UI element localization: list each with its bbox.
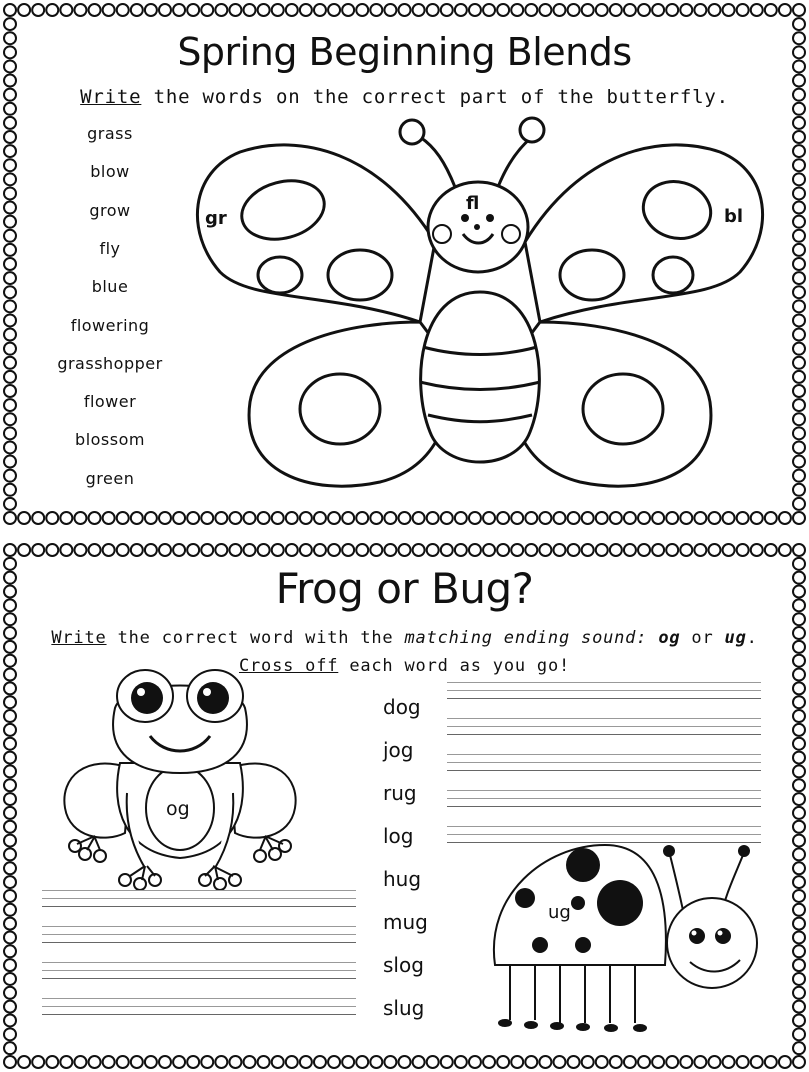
instruction-text — [0, 86, 809, 108]
writing-line — [447, 690, 761, 698]
line-spacer — [42, 914, 356, 926]
writing-line — [447, 762, 761, 770]
instruction-rest: the words on the correct part of the butterfly. — [141, 86, 729, 108]
instruction-or: or — [680, 628, 725, 648]
line-spacer — [42, 950, 356, 962]
instruction-ug: ug — [724, 628, 747, 648]
word-list-item: blue — [91, 277, 129, 297]
writing-line — [42, 978, 356, 986]
writing-line — [447, 826, 761, 834]
word-list-item: blow — [90, 162, 130, 182]
writing-line — [447, 718, 761, 726]
writing-line — [447, 806, 761, 814]
word-list-item: grow — [89, 200, 131, 220]
line-spacer — [447, 778, 761, 790]
word-list-item: hug — [383, 867, 422, 891]
writing-line — [447, 698, 761, 706]
frog-bug-worksheet-panel — [0, 540, 809, 1072]
instruction-mid: the correct word with the — [106, 628, 405, 648]
writing-line — [447, 790, 761, 798]
bug-label: ug — [548, 902, 571, 923]
word-list-item: green — [85, 468, 135, 488]
instruction-verb: Write — [51, 628, 107, 648]
word-list-item: grasshopper — [57, 353, 163, 373]
writing-line — [447, 682, 761, 690]
writing-line — [42, 942, 356, 950]
instruction-verb: Write — [80, 86, 142, 108]
word-list-item: log — [383, 824, 414, 848]
line-spacer — [447, 706, 761, 718]
page-title: Frog or Bug? — [275, 564, 534, 613]
blend-label-right: bl — [724, 206, 744, 227]
instruction-text — [0, 628, 809, 648]
writing-line — [447, 726, 761, 734]
line-spacer — [447, 814, 761, 826]
writing-line — [447, 754, 761, 762]
writing-line — [42, 1014, 356, 1022]
writing-line — [42, 898, 356, 906]
writing-line — [42, 970, 356, 978]
word-list-item: slug — [383, 996, 425, 1020]
frog-label: og — [166, 798, 190, 820]
instruction2-verb: Cross off — [238, 656, 339, 676]
line-spacer — [42, 1022, 356, 1034]
word-list-item: jog — [383, 738, 414, 762]
word-list-item: fly — [99, 238, 121, 258]
line-spacer — [447, 742, 761, 754]
instruction-italic: matching ending sound: — [404, 628, 648, 648]
blend-label-left: gr — [205, 208, 227, 229]
word-list-item: blossom — [75, 430, 145, 450]
writing-line — [42, 934, 356, 942]
writing-line — [42, 890, 356, 898]
butterfly-worksheet-panel — [0, 0, 809, 528]
word-list-item: grass — [87, 124, 133, 143]
word-list-item: flower — [83, 392, 137, 412]
word-list-item: flowering — [70, 315, 150, 335]
word-list-item: rug — [383, 781, 417, 805]
butterfly-illustration — [180, 112, 780, 502]
writing-line — [42, 926, 356, 934]
line-spacer — [42, 986, 356, 998]
writing-line — [42, 962, 356, 970]
word-list-item: dog — [383, 695, 421, 719]
instruction-end: . — [746, 628, 758, 648]
writing-line — [42, 1006, 356, 1014]
writing-line — [42, 906, 356, 914]
instruction2-rest: each word as you go! — [338, 656, 571, 676]
writing-line — [447, 770, 761, 778]
word-list-item: slog — [383, 953, 424, 977]
blend-label-center: fl — [466, 193, 480, 214]
word-list-item: mug — [383, 910, 428, 934]
writing-line — [447, 798, 761, 806]
instruction-og: og — [658, 628, 681, 648]
writing-lines-left — [42, 890, 356, 1034]
writing-line — [447, 734, 761, 742]
frog-illustration — [55, 658, 305, 893]
writing-line — [42, 998, 356, 1006]
ladybug-illustration — [485, 835, 770, 1035]
page-title: Spring Beginning Blends — [177, 30, 632, 74]
